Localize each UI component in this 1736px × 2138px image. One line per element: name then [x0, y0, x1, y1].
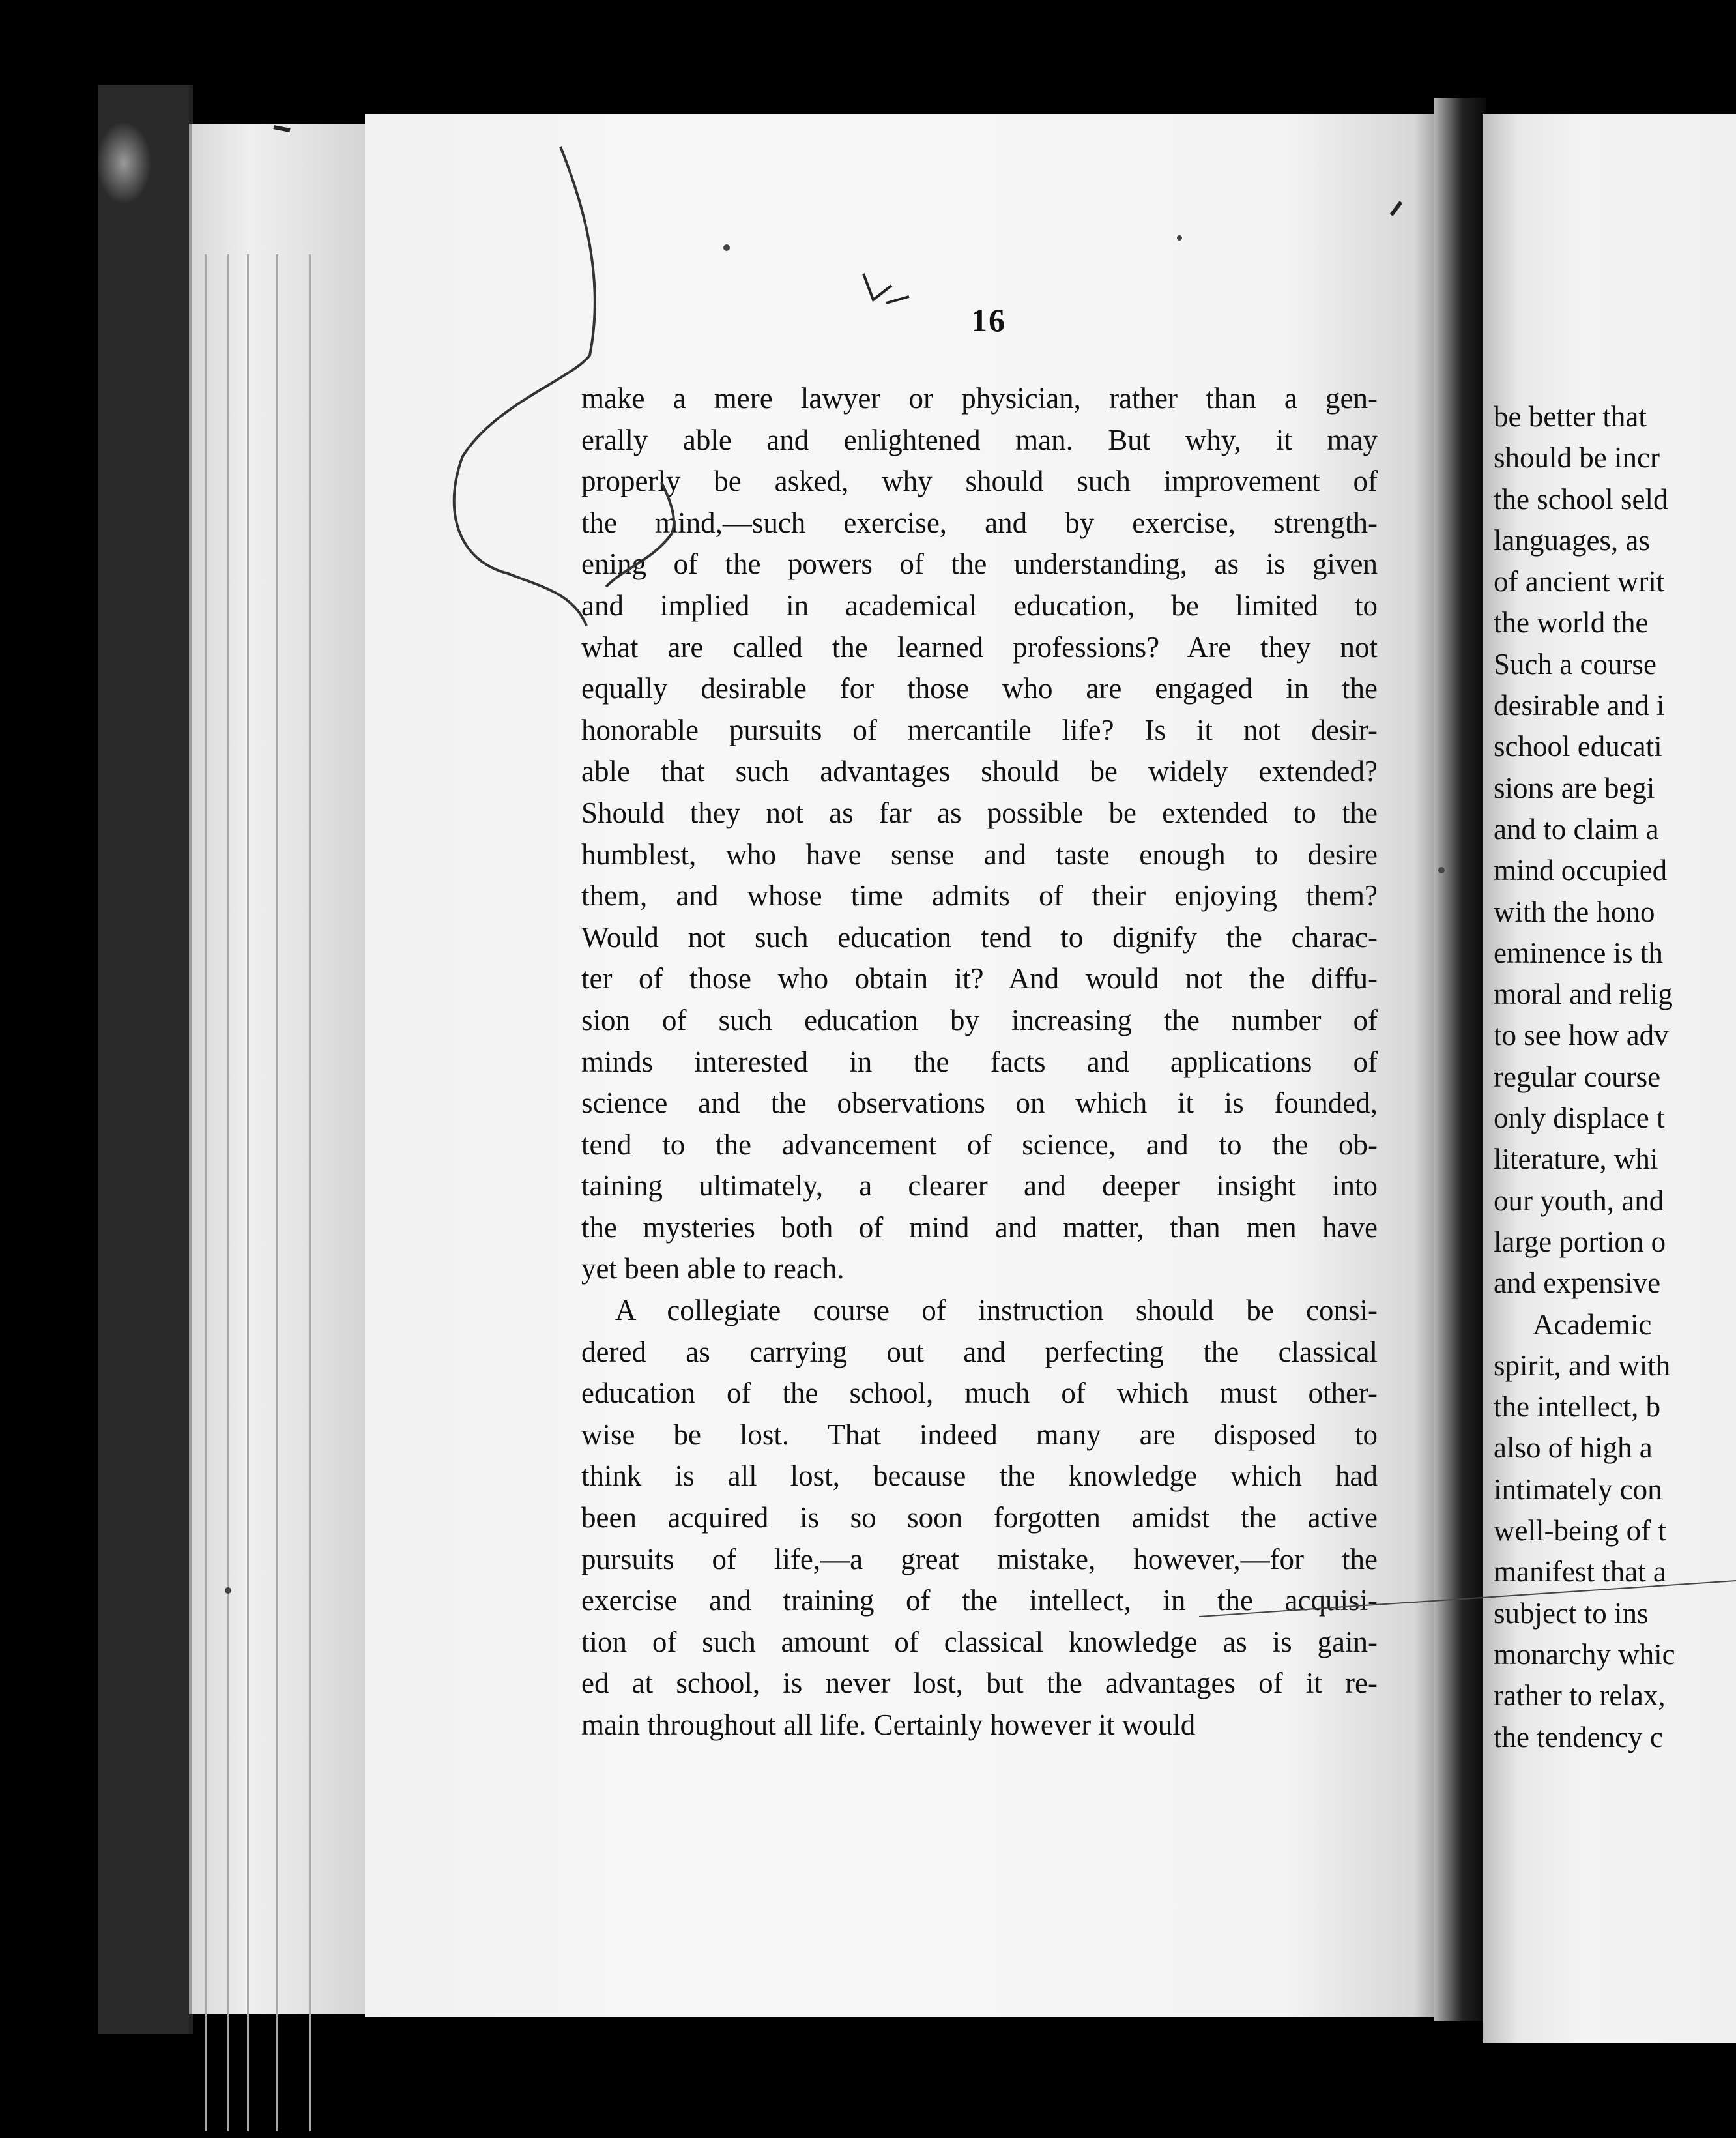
- text-line: dered as carrying out and perfecting the classical: [581, 1335, 1378, 1368]
- right-text-line: eminence is th: [1494, 936, 1663, 969]
- text-line: ening of the powers of the understanding, as is given: [581, 548, 1378, 581]
- text-line: minds interested in the facts and applications of: [581, 1045, 1378, 1078]
- margin-curl-mark: [606, 482, 674, 587]
- text-line: make a mere lawyer or physician, rather than a gen-: [581, 382, 1378, 415]
- text-line: honorable pursuits of mercantile life? Is it not desir-: [581, 713, 1378, 746]
- stray-line: [1199, 1581, 1736, 1617]
- right-text-line: intimately con: [1494, 1472, 1662, 1506]
- right-text-line: with the hono: [1494, 895, 1655, 928]
- right-text-line: subject to ins: [1494, 1596, 1649, 1630]
- right-text-line: desirable and i: [1494, 689, 1665, 722]
- right-text-line: Academic: [1533, 1308, 1652, 1341]
- right-text-line: mind occupied: [1494, 854, 1668, 887]
- text-line: yet been able to reach.: [581, 1252, 845, 1285]
- right-text-line: languages, as: [1494, 523, 1650, 557]
- text-line: the mind,—such exercise, and by exercise, strength-: [581, 506, 1378, 539]
- check-mark: [863, 274, 909, 303]
- right-text-line: the tendency c: [1494, 1720, 1663, 1753]
- text-line: properly be asked, why should such improvement of: [581, 465, 1378, 498]
- right-text-line: our youth, and: [1494, 1184, 1664, 1217]
- right-text-line: and to claim a: [1494, 812, 1659, 845]
- right-text-line: regular course: [1494, 1060, 1661, 1093]
- text-line: erally able and enlightened man. But why, it may: [581, 423, 1378, 456]
- page-number: 16: [971, 302, 1006, 338]
- right-text-line: the intellect, b: [1494, 1390, 1661, 1424]
- right-text-line: sions are begi: [1494, 771, 1655, 804]
- text-line: think is all lost, because the knowledge which had: [581, 1459, 1378, 1493]
- right-text-line: literature, whi: [1494, 1143, 1658, 1176]
- right-text-line: Such a course: [1494, 647, 1656, 681]
- text-line: Should they not as far as possible be extended to the: [581, 796, 1378, 829]
- text-line: main throughout all life. Certainly however it would: [581, 1708, 1196, 1741]
- text-line: tend to the advancement of science, and to the ob-: [581, 1128, 1378, 1161]
- text-line: what are called the learned professions? Are they not: [581, 630, 1378, 664]
- text-line: able that such advantages should be widely extended?: [581, 755, 1378, 788]
- right-text-line: and expensive: [1494, 1267, 1661, 1300]
- text-line: wise be lost. That indeed many are disposed to: [581, 1418, 1378, 1451]
- text-line: tion of such amount of classical knowledge as is gain-: [581, 1625, 1378, 1658]
- right-text-line: be better that: [1494, 400, 1647, 433]
- text-line: them, and whose time admits of their enjoying them?: [581, 879, 1378, 913]
- right-text-line: of ancient writ: [1494, 565, 1665, 598]
- right-text-line: to see how adv: [1494, 1019, 1669, 1052]
- right-text-line: well-being of t: [1494, 1514, 1666, 1547]
- right-text-line: manifest that a: [1494, 1555, 1666, 1589]
- text-line: ter of those who obtain it? And would not the diffu-: [581, 962, 1378, 995]
- text-line: sion of such education by increasing the number of: [581, 1003, 1378, 1036]
- text-line: been acquired is so soon forgotten amidst the active: [581, 1501, 1378, 1534]
- text-line: science and the observations on which it is founded,: [581, 1087, 1378, 1120]
- right-text-line: the school seld: [1494, 482, 1668, 516]
- text-line: exercise and training of the intellect, in the acquisi-: [581, 1584, 1378, 1617]
- right-text-line: monarchy whic: [1494, 1637, 1675, 1671]
- right-text-line: should be incr: [1494, 441, 1660, 475]
- right-text-line: only displace t: [1494, 1102, 1665, 1135]
- text-line: ed at school, is never lost, but the advantages of it re-: [581, 1667, 1378, 1700]
- right-text-line: moral and relig: [1494, 978, 1673, 1011]
- text-line: pursuits of life,—a great mistake, however,—for the: [581, 1542, 1378, 1575]
- text-line: equally desirable for those who are engaged in the: [581, 672, 1378, 705]
- right-text-line: rather to relax,: [1494, 1679, 1666, 1712]
- text-line: humblest, who have sense and taste enough to desire: [581, 838, 1378, 871]
- text-line: taining ultimately, a clearer and deeper insight into: [581, 1169, 1378, 1203]
- right-text-line: large portion o: [1494, 1225, 1666, 1258]
- margin-bracket-mark: [454, 147, 595, 626]
- text-line: the mysteries both of mind and matter, than men have: [581, 1210, 1378, 1244]
- right-text-line: school educati: [1494, 730, 1662, 763]
- right-text-line: spirit, and with: [1494, 1349, 1671, 1382]
- right-text-line: also of high a: [1494, 1431, 1653, 1465]
- text-line: Would not such education tend to dignify the charac-: [581, 920, 1378, 954]
- text-line: education of the school, much of which must other-: [581, 1377, 1378, 1410]
- text-line: A collegiate course of instruction should be consi-: [615, 1294, 1378, 1327]
- right-text-line: the world the: [1494, 606, 1649, 639]
- text-line: and implied in academical education, be limited to: [581, 589, 1378, 622]
